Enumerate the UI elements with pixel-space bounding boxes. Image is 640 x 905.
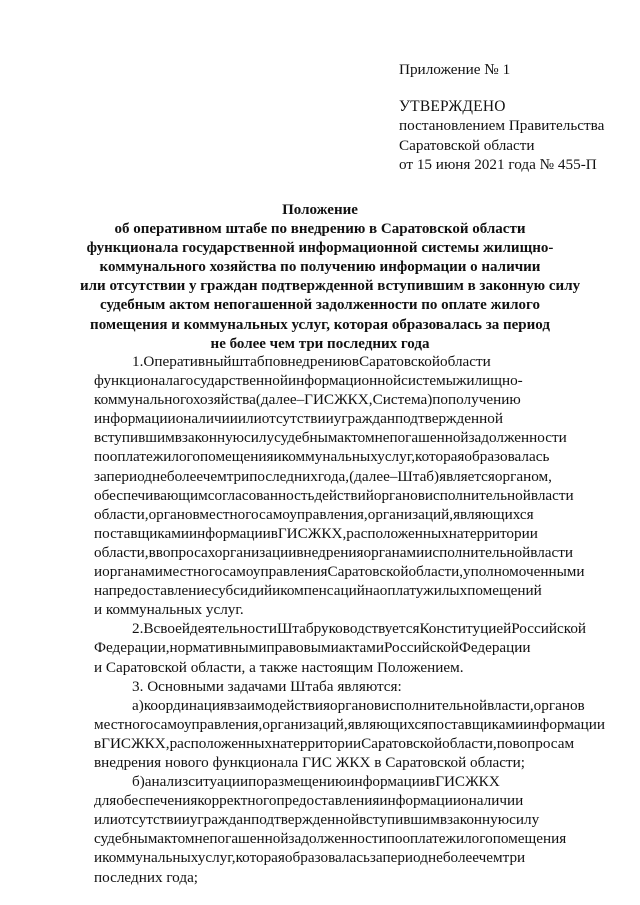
paragraph-p3 [94, 677, 596, 696]
paragraph-line: и Саратовской области, а также настоящим Положением. [94, 658, 464, 676]
paragraph-line: информациионаличииилиотсутствииугражданподтвержденной [94, 410, 503, 428]
title-line: функционала государственной информационной системы жилищно- [86, 240, 554, 257]
paragraph-line: коммунальногохозяйства(далее–ГИСЖКХ,Система)пополучению [94, 391, 521, 409]
approved-stamp: УТВЕРЖДЕНО [399, 97, 506, 115]
paragraph-line: 3. Основными задачами Штаба являются: [132, 677, 402, 695]
paragraph-line: 2.ВсвоейдеятельностиШтабруководствуетсяКонституциейРоссийской [132, 620, 587, 638]
paragraph-p2 [94, 619, 596, 676]
approval-line-2: Саратовской области [399, 136, 535, 154]
paragraph-p1 [94, 352, 596, 619]
title-line: помещения и коммунальных услуг, которая образовалась за период [90, 316, 550, 333]
title-line: не более чем три последних года [210, 335, 430, 352]
paragraph-line: б)анализситуациипоразмещениюинформациивГИСЖКХ [132, 773, 500, 791]
paragraph-line: последних года; [94, 868, 199, 886]
paragraph-line: и коммунальных услуг. [94, 601, 244, 619]
title-line: судебным актом непогашенной задолженности по оплате жилого [100, 297, 540, 314]
paragraph-line: напредоставлениесубсидийикомпенсацийнаоплатужилыхпомещений [94, 582, 542, 600]
paragraph-line: области,органовместногосамоуправления,организаций,являющихся [94, 505, 534, 523]
title-line: коммунального хозяйства по получению информации о наличии [99, 259, 541, 276]
paragraph-line: а)координациявзаимодействияоргановисполнительнойвласти,органов [132, 696, 585, 714]
paragraph-line: обеспечивающимсогласованностьдействийоргановисполнительнойвласти [94, 486, 574, 504]
paragraph-line: внедрения нового функционала ГИС ЖКХ в Саратовской области; [94, 753, 526, 771]
document-title [80, 201, 581, 354]
paragraph-line: Федерации,нормативнымиправовымиактамиРоссийскойФедерации [94, 639, 531, 657]
paragraph-p3a [94, 696, 605, 772]
title-line: Положение [282, 202, 358, 218]
approval-line-1: постановлением Правительства [399, 117, 605, 134]
paragraph-line: функционалагосударственнойинформационнойсистемыжилищно- [94, 372, 523, 390]
approval-line-3: от 15 июня 2021 года № 455-П [399, 156, 597, 173]
paragraph-line: судебнымактомнепогашеннойзадолженностипооплатежилогопомещения [94, 830, 567, 848]
document-body [94, 352, 605, 887]
paragraph-line: дляобеспечениякорректногопредоставленияинформациионаличии [94, 792, 524, 810]
paragraph-line: местногосамоуправления,организаций,являющихсяпоставщикамиинформации [94, 715, 605, 733]
approval-block [399, 60, 629, 175]
paragraph-line: икоммунальныхуслуг,котораяобразоваласьзапериоднеболеечемтри [94, 849, 526, 867]
paragraph-line: илиотсутствииугражданподтвержденнойвступившимвзаконнуюсилу [94, 811, 540, 829]
paragraph-line: пооплатежилогопомещенияикоммунальныхуслуг,котораяобразовалась [94, 448, 550, 466]
paragraph-line: поставщикамиинформациивГИСЖКХ,расположенныхнатерритории [94, 524, 538, 542]
paragraph-line: 1.ОперативныйштабповнедрениювСаратовскойобласти [132, 353, 491, 370]
paragraph-line: вГИСЖКХ,расположенныхнатерриторииСаратовскойобласти,повопросам [94, 734, 575, 752]
paragraph-line: вступившимвзаконнуюсилусудебнымактомнепогашеннойзадолженности [94, 429, 567, 447]
paragraph-line: области,ввопросахорганизациивнедренияорганамиисполнительнойвласти [94, 543, 574, 561]
title-line: об оперативном штабе по внедрению в Саратовской области [114, 221, 526, 238]
paragraph-line: иорганамиместногосамоуправленияСаратовскойобласти,уполномоченными [94, 563, 585, 581]
title-line: или отсутствии у граждан подтвержденной вступившим в законную силу [80, 278, 581, 295]
paragraph-p3b [94, 772, 596, 887]
appendix-label: Приложение № 1 [399, 61, 511, 78]
paragraph-line: запериоднеболеечемтрипоследнихгода,(далее–Штаб)являетсяорганом, [94, 467, 552, 485]
